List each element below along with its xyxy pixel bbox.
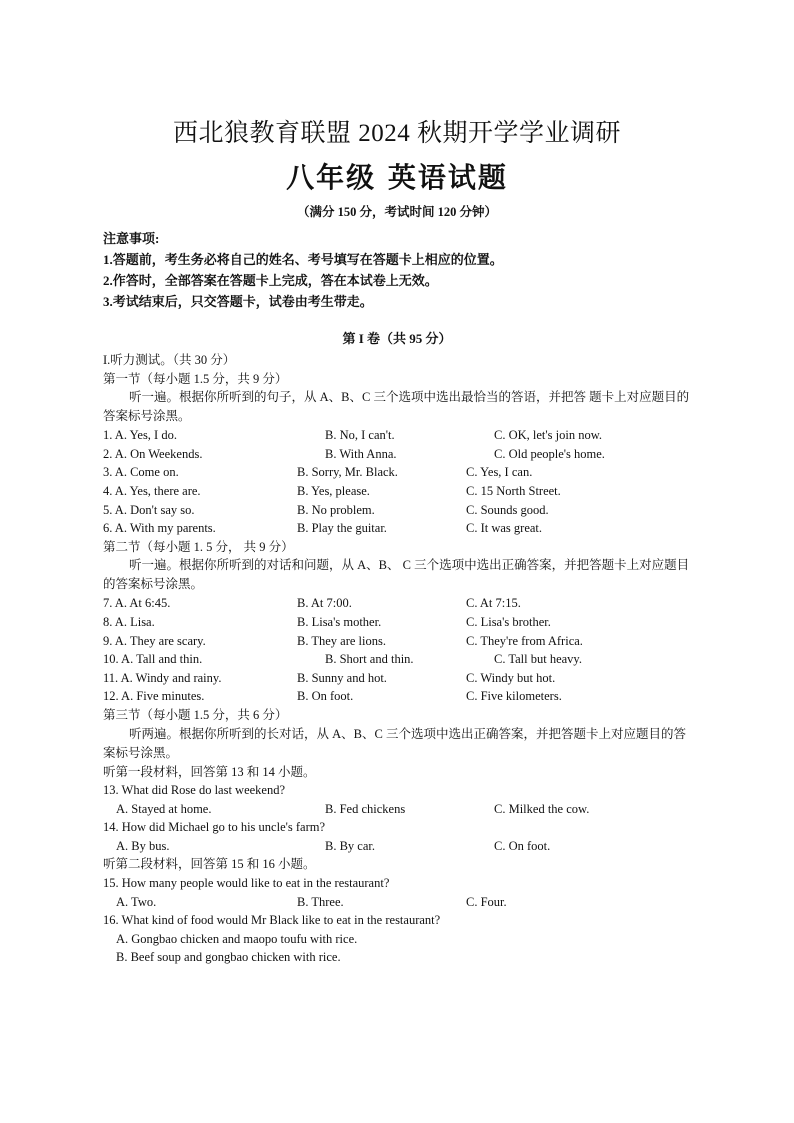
note-item-2: 2.作答时，全部答案在答题卡上完成，答在本试卷上无效。 <box>103 273 438 288</box>
option-a: A. Two. <box>116 894 157 909</box>
option-c: C. Old people's home. <box>494 446 605 461</box>
question-10 <box>103 650 703 669</box>
question-12 <box>103 687 703 706</box>
option-b: B. Play the guitar. <box>297 521 387 536</box>
exam-subject-title: 八年级 英语试题 <box>286 161 508 194</box>
option-c: C. OK, let's join now. <box>494 428 603 443</box>
question-16-stem: 16. What kind of food would Mr Black like to eat in the restaurant? <box>103 913 441 928</box>
question-13-options <box>103 800 703 819</box>
option-c: C. Tall but heavy. <box>494 652 583 667</box>
option-a: 10. A. Tall and thin. <box>103 652 203 667</box>
question-15-options <box>103 893 703 912</box>
option-a: 5. A. Don't say so. <box>103 502 195 517</box>
question-3 <box>103 463 703 482</box>
question-11 <box>103 669 703 688</box>
section3-instruction: 听两遍。根据你所听到的长对话，从 A、B、C 三个选项中选出正确答案，并把答题卡上对应题目的答案标号涂黑。 <box>103 726 686 760</box>
part-one-heading: 第 I 卷（共 95 分） <box>342 331 452 346</box>
option-a: 9. A. They are scary. <box>103 633 206 648</box>
section2-title: 第二节（每小题 1. 5 分， 共 9 分） <box>103 539 294 554</box>
option-b: B. Sorry, Mr. Black. <box>297 465 398 480</box>
note-item-3: 3.考试结束后，只交答题卡，试卷由考生带走。 <box>103 294 373 309</box>
notes-heading: 注意事项: <box>103 231 160 246</box>
notes-section <box>103 228 703 312</box>
option-a: 11. A. Windy and rainy. <box>103 670 222 685</box>
option-c: C. At 7:15. <box>466 596 521 611</box>
option-b: B. By car. <box>325 838 375 853</box>
exam-score-time: （满分 150 分，考试时间 120 分钟） <box>296 205 497 219</box>
question-13-stem: 13. What did Rose do last weekend? <box>103 783 286 798</box>
question-8 <box>103 613 703 632</box>
material-2-label: 听第二段材料，回答第 15 和 16 小题。 <box>103 857 316 872</box>
option-c: C. Lisa's brother. <box>466 614 551 629</box>
question-7 <box>103 594 703 613</box>
option-a: 7. A. At 6:45. <box>103 596 171 611</box>
option-c: C. Yes, I can. <box>466 465 533 480</box>
option-c: C. 15 North Street. <box>466 483 561 498</box>
question-14-options <box>103 837 703 856</box>
option-b: B. Lisa's mother. <box>297 614 382 629</box>
option-b: B. Sunny and hot. <box>297 670 387 685</box>
option-c: C. It was great. <box>466 521 543 536</box>
option-b: B. No problem. <box>297 502 375 517</box>
option-c: C. Four. <box>466 894 507 909</box>
option-c: C. Milked the cow. <box>494 801 590 816</box>
note-item-1: 1.答题前，考生务必将自己的姓名、考号填写在答题卡上相应的位置。 <box>103 252 503 267</box>
listening-section <box>103 351 703 967</box>
option-a: 1. A. Yes, I do. <box>103 428 177 443</box>
question-16-option-a: A. Gongbao chicken and maopo toufu with rice. <box>116 931 358 946</box>
question-6 <box>103 519 703 538</box>
option-a: A. Stayed at home. <box>116 801 212 816</box>
option-b: B. With Anna. <box>325 446 397 461</box>
option-c: C. On foot. <box>494 838 551 853</box>
option-a: 8. A. Lisa. <box>103 614 155 629</box>
option-b: B. Three. <box>297 894 344 909</box>
material-1-label: 听第一段材料，回答第 13 和 14 小题。 <box>103 764 316 779</box>
option-b: B. They are lions. <box>297 633 386 648</box>
option-c: C. Five kilometers. <box>466 689 562 704</box>
section3-title: 第三节（每小题 1.5 分，共 6 分） <box>103 707 288 722</box>
option-a: 12. A. Five minutes. <box>103 689 205 704</box>
section2-instruction: 听一遍。根据你所听到的对话和问题，从 A、B、 C 三个选项中选出正确答案，并把答题卡上对应题目的答案标号涂黑。 <box>103 558 690 592</box>
option-a: 6. A. With my parents. <box>103 521 216 536</box>
option-a: 4. A. Yes, there are. <box>103 483 201 498</box>
section1-title: 第一节（每小题 1.5 分，共 9 分） <box>103 371 288 386</box>
option-b: B. No, I can't. <box>325 428 395 443</box>
option-b: B. Fed chickens <box>325 801 406 816</box>
option-b: B. Short and thin. <box>325 652 414 667</box>
question-16-option-b: B. Beef soup and gongbao chicken with rice. <box>116 950 341 965</box>
option-b: B. At 7:00. <box>297 596 352 611</box>
question-1 <box>103 426 703 445</box>
option-a: 2. A. On Weekends. <box>103 446 203 461</box>
option-a: A. By bus. <box>116 838 170 853</box>
option-a: 3. A. Come on. <box>103 465 179 480</box>
option-c: C. Sounds good. <box>466 502 549 517</box>
option-b: B. On foot. <box>297 689 354 704</box>
option-c: C. They're from Africa. <box>466 633 583 648</box>
question-14-stem: 14. How did Michael go to his uncle's farm? <box>103 820 325 835</box>
question-15-stem: 15. How many people would like to eat in the restaurant? <box>103 876 390 891</box>
exam-header-title: 西北狼教育联盟 2024 秋期开学学业调研 <box>172 120 621 147</box>
option-b: B. Yes, please. <box>297 483 370 498</box>
question-2 <box>103 445 703 464</box>
question-5 <box>103 501 703 520</box>
option-c: C. Windy but hot. <box>466 670 556 685</box>
section1-instruction: 听一遍。根据你所听到的句子，从 A、B、C 三个选项中选出最恰当的答语，并把答 题卡上对应题目的答案标号涂黑。 <box>103 390 690 424</box>
question-9 <box>103 632 703 651</box>
listening-title: I.听力测试。（共 30 分） <box>103 353 236 367</box>
question-4 <box>103 482 703 501</box>
